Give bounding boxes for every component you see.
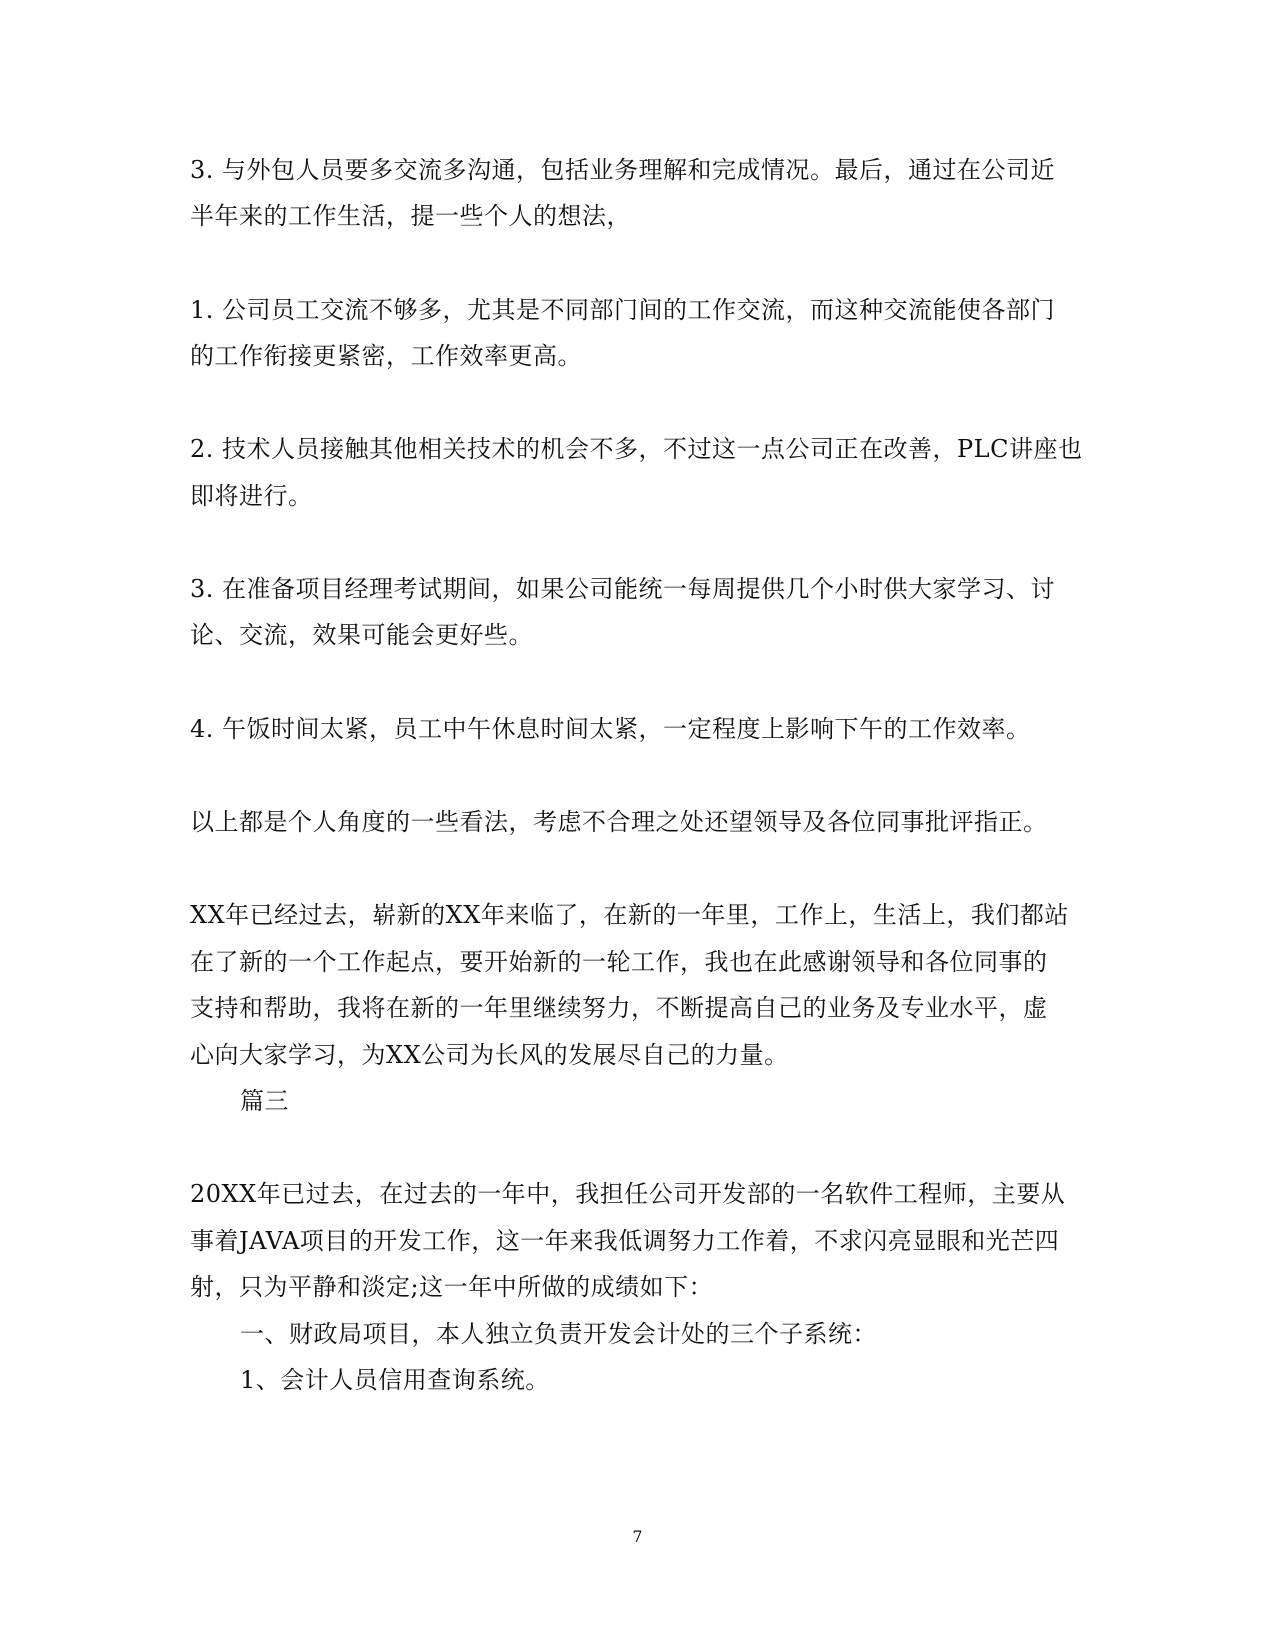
paragraph-line: 3. 在准备项目经理考试期间，如果公司能统一每周提供几个小时供大家学习、讨 bbox=[190, 575, 1056, 603]
paragraph-line: 2. 技术人员接触其他相关技术的机会不多，不过这一点公司正在改善，PLC讲座也 bbox=[190, 435, 1083, 463]
paragraph-line: 的工作衔接更紧密，工作效率更高。 bbox=[190, 342, 582, 370]
paragraph-line: 即将进行。 bbox=[190, 482, 313, 510]
paragraph-line: 20XX年已过去，在过去的一年中，我担任公司开发部的一名软件工程师，主要从 bbox=[190, 1180, 1066, 1208]
paragraph-line: 4. 午饭时间太紧，员工中午休息时间太紧，一定程度上影响下午的工作效率。 bbox=[190, 715, 1031, 743]
paragraph-line: 心向大家学习，为XX公司为长风的发展尽自己的力量。 bbox=[190, 1041, 789, 1069]
paragraph-line: 射，只为平静和淡定;这一年中所做的成绩如下： bbox=[190, 1273, 714, 1301]
paragraph-line: 论、交流，效果可能会更好些。 bbox=[190, 621, 533, 649]
paragraph-line: 事着JAVA项目的开发工作，这一年来我低调努力工作着，不求闪亮显眼和光芒四 bbox=[190, 1227, 1060, 1255]
paragraph-line: 3. 与外包人员要多交流多沟通，包括业务理解和完成情况。最后，通过在公司近 bbox=[190, 156, 1056, 184]
list-heading: 一、财政局项目，本人独立负责开发会计处的三个子系统： bbox=[240, 1320, 877, 1348]
paragraph-line: 在了新的一个工作起点，要开始新的一轮工作，我也在此感谢领导和各位同事的 bbox=[190, 948, 1048, 976]
page-number: 7 bbox=[632, 1527, 643, 1546]
list-item: 1、会计人员信用查询系统。 bbox=[240, 1366, 550, 1394]
section-heading: 篇三 bbox=[240, 1087, 289, 1115]
paragraph-line: 半年来的工作生活，提一些个人的想法， bbox=[190, 202, 631, 230]
paragraph-line: 1. 公司员工交流不够多，尤其是不同部门间的工作交流，而这种交流能使各部门 bbox=[190, 296, 1056, 324]
paragraph-line: 支持和帮助，我将在新的一年里继续努力，不断提高自己的业务及专业水平，虚 bbox=[190, 994, 1048, 1022]
paragraph-line: XX年已经过去，崭新的XX年来临了，在新的一年里，工作上，生活上，我们都站 bbox=[190, 901, 1069, 929]
paragraph-line: 以上都是个人角度的一些看法，考虑不合理之处还望领导及各位同事批评指正。 bbox=[190, 808, 1048, 836]
